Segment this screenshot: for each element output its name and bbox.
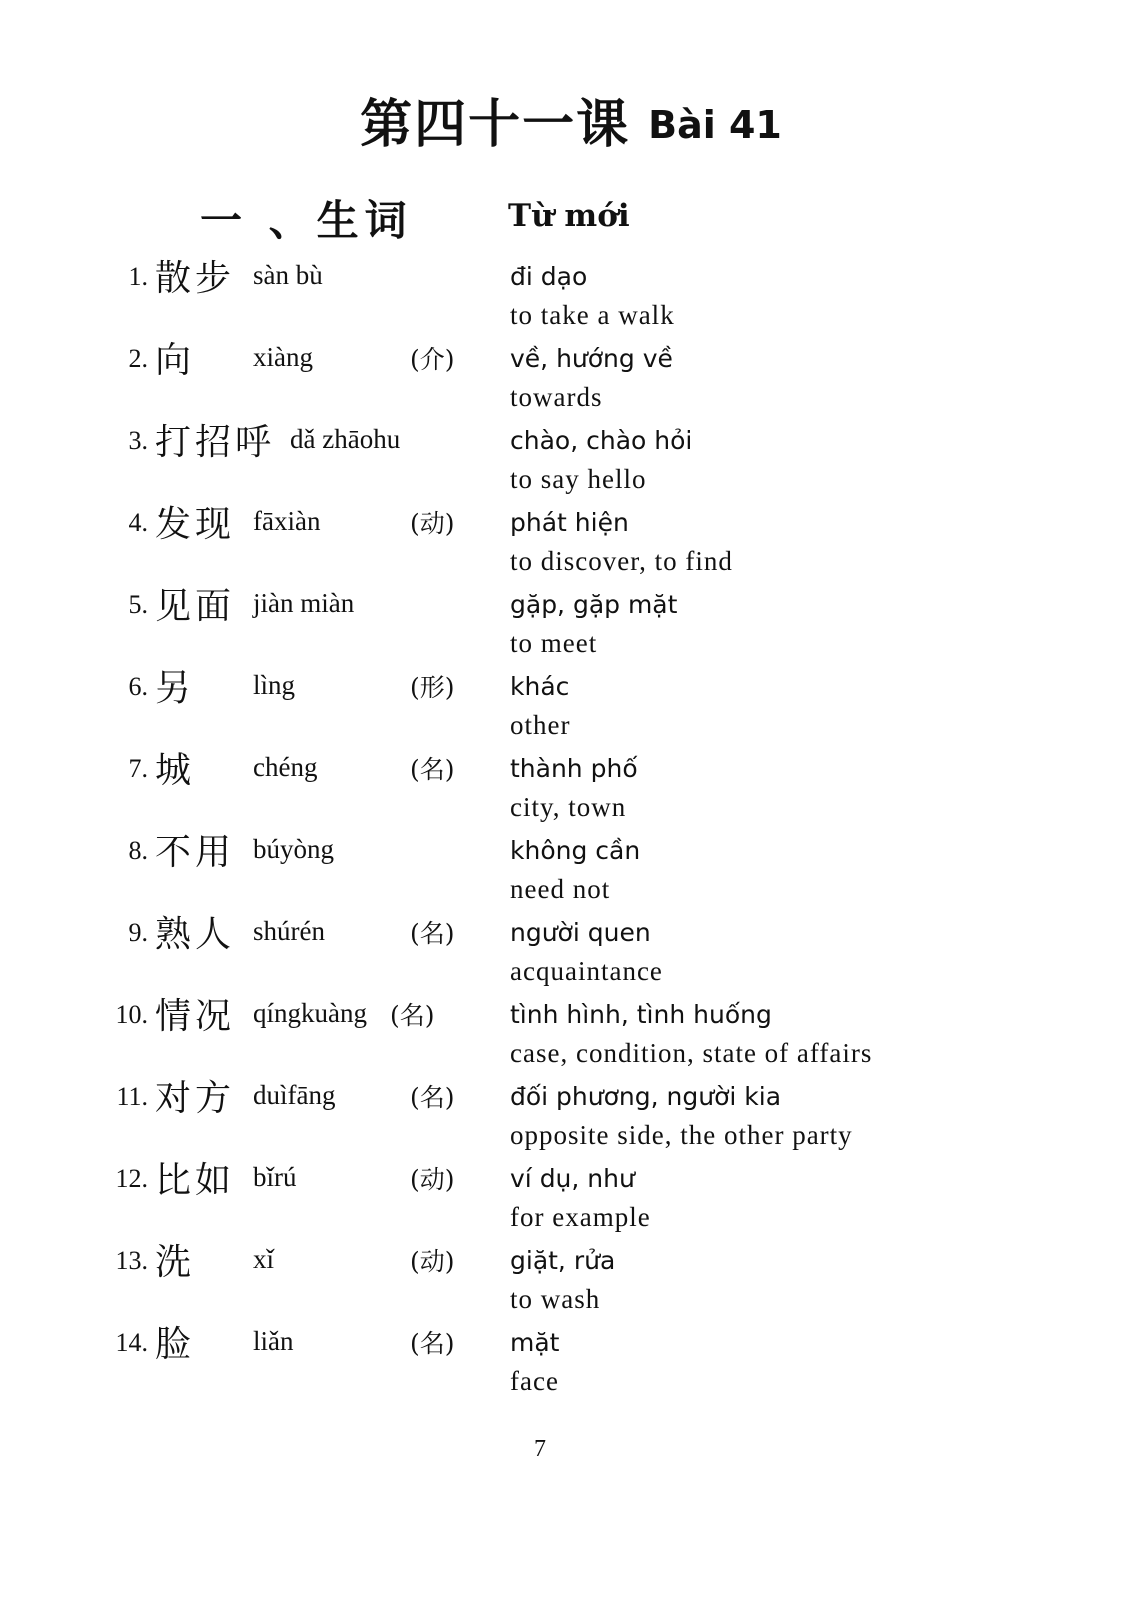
entry-english: to meet	[510, 628, 598, 658]
entry-vietnamese: không cần	[510, 836, 641, 865]
vocab-entry	[0, 824, 1142, 906]
vocab-entry	[0, 414, 1142, 496]
entry-english: need not	[510, 874, 611, 904]
entry-number: 13.	[115, 1246, 148, 1275]
entry-pinyin: chéng	[253, 752, 318, 782]
lesson-title-vietnamese: Bài 41	[648, 103, 782, 147]
entry-hanzi: 另	[155, 668, 196, 709]
entry-vietnamese: người quen	[510, 918, 651, 947]
entry-english: for example	[510, 1202, 651, 1232]
vocab-entry	[0, 1070, 1142, 1152]
lesson-title-chinese: 第四十一课	[360, 94, 631, 155]
entry-pinyin: qíngkuàng	[253, 998, 367, 1028]
entry-hanzi: 脸	[155, 1324, 196, 1365]
entry-number: 1.	[128, 262, 148, 291]
entry-part-of-speech: (名)	[410, 1329, 455, 1358]
entry-part-of-speech: (动)	[410, 1247, 455, 1276]
entry-english: to discover, to find	[510, 546, 733, 576]
entry-hanzi: 打招呼	[155, 422, 276, 463]
entry-pinyin: jiàn miàn	[253, 588, 355, 618]
entry-english: to wash	[510, 1284, 601, 1314]
entry-part-of-speech: (动)	[410, 509, 455, 538]
entry-english: towards	[510, 382, 603, 412]
entry-vietnamese: giặt, rửa	[510, 1246, 616, 1275]
entry-hanzi: 发现	[155, 504, 236, 545]
entry-number: 2.	[128, 344, 148, 373]
entry-english: other	[510, 710, 571, 740]
section-heading-vietnamese: Từ mới	[508, 198, 630, 234]
entry-vietnamese: chào, chào hỏi	[510, 426, 693, 455]
entry-part-of-speech: (介)	[410, 345, 455, 374]
vocab-entry	[0, 496, 1142, 578]
entry-part-of-speech: (名)	[410, 755, 455, 784]
entry-pinyin: dǎ zhāohu	[290, 424, 401, 454]
entry-number: 7.	[128, 754, 148, 783]
entry-english: to take a walk	[510, 300, 675, 330]
entry-vietnamese: mặt	[510, 1328, 560, 1357]
entry-number: 8.	[128, 836, 148, 865]
entry-vietnamese: khác	[510, 672, 570, 701]
entry-vietnamese: thành phố	[510, 754, 638, 783]
section-heading-chinese: 一 、生词	[200, 196, 413, 245]
entry-pinyin: fāxiàn	[253, 506, 321, 536]
entry-english: to say hello	[510, 464, 647, 494]
entry-pinyin: búyòng	[253, 834, 334, 864]
entry-pinyin: bǐrú	[253, 1162, 297, 1192]
vocab-entry	[0, 1234, 1142, 1316]
entry-hanzi: 向	[155, 340, 196, 381]
entry-hanzi: 熟人	[155, 914, 236, 955]
entry-number: 10.	[115, 1000, 148, 1029]
entry-vietnamese: đi dạo	[510, 262, 588, 291]
vocab-entry	[0, 988, 1142, 1070]
entry-part-of-speech: (动)	[410, 1165, 455, 1194]
entry-english: opposite side, the other party	[510, 1120, 853, 1150]
entry-number: 11.	[116, 1082, 148, 1111]
vocabulary-list	[0, 250, 1142, 1398]
vocab-entry	[0, 332, 1142, 414]
entry-pinyin: sàn bù	[253, 260, 323, 290]
entry-part-of-speech: (名)	[390, 1001, 435, 1030]
entry-part-of-speech: (名)	[410, 1083, 455, 1112]
entry-vietnamese: phát hiện	[510, 508, 629, 537]
entry-number: 14.	[115, 1328, 148, 1357]
entry-number: 12.	[115, 1164, 148, 1193]
vocab-entry	[0, 1152, 1142, 1234]
entry-english: acquaintance	[510, 956, 663, 986]
lesson-title	[0, 82, 1142, 157]
entry-number: 3.	[128, 426, 148, 455]
entry-part-of-speech: (名)	[410, 919, 455, 948]
entry-hanzi: 城	[155, 750, 196, 791]
entry-vietnamese: ví dụ, như	[510, 1164, 635, 1193]
entry-number: 9.	[128, 918, 148, 947]
entry-hanzi: 对方	[155, 1078, 236, 1119]
entry-english: face	[510, 1366, 559, 1396]
entry-part-of-speech: (形)	[410, 673, 455, 702]
vocab-entry	[0, 660, 1142, 742]
entry-pinyin: liǎn	[253, 1326, 294, 1356]
entry-hanzi: 比如	[155, 1160, 236, 1201]
entry-hanzi: 情况	[155, 996, 236, 1037]
entry-number: 4.	[128, 508, 148, 537]
entry-english: case, condition, state of affairs	[510, 1038, 873, 1068]
page-number: 7	[534, 1436, 546, 1462]
vocab-entry	[0, 906, 1142, 988]
entry-hanzi: 不用	[155, 832, 236, 873]
entry-pinyin: lìng	[253, 670, 296, 700]
entry-vietnamese: gặp, gặp mặt	[510, 590, 678, 619]
entry-vietnamese: đối phương, người kia	[510, 1082, 782, 1111]
entry-pinyin: shúrén	[253, 916, 325, 946]
entry-hanzi: 洗	[155, 1242, 196, 1283]
entry-vietnamese: về, hướng về	[510, 344, 673, 373]
vocab-entry	[0, 1316, 1142, 1398]
entry-hanzi: 散步	[155, 258, 236, 299]
entry-english: city, town	[510, 792, 627, 822]
vocab-entry	[0, 250, 1142, 332]
entry-pinyin: xiàng	[253, 342, 313, 372]
vocab-entry	[0, 742, 1142, 824]
entry-number: 6.	[128, 672, 148, 701]
entry-pinyin: xǐ	[253, 1244, 275, 1274]
entry-pinyin: duìfāng	[253, 1080, 336, 1110]
entry-vietnamese: tình hình, tình huống	[510, 1000, 772, 1029]
entry-number: 5.	[128, 590, 148, 619]
vocab-entry	[0, 578, 1142, 660]
entry-hanzi: 见面	[155, 586, 236, 627]
